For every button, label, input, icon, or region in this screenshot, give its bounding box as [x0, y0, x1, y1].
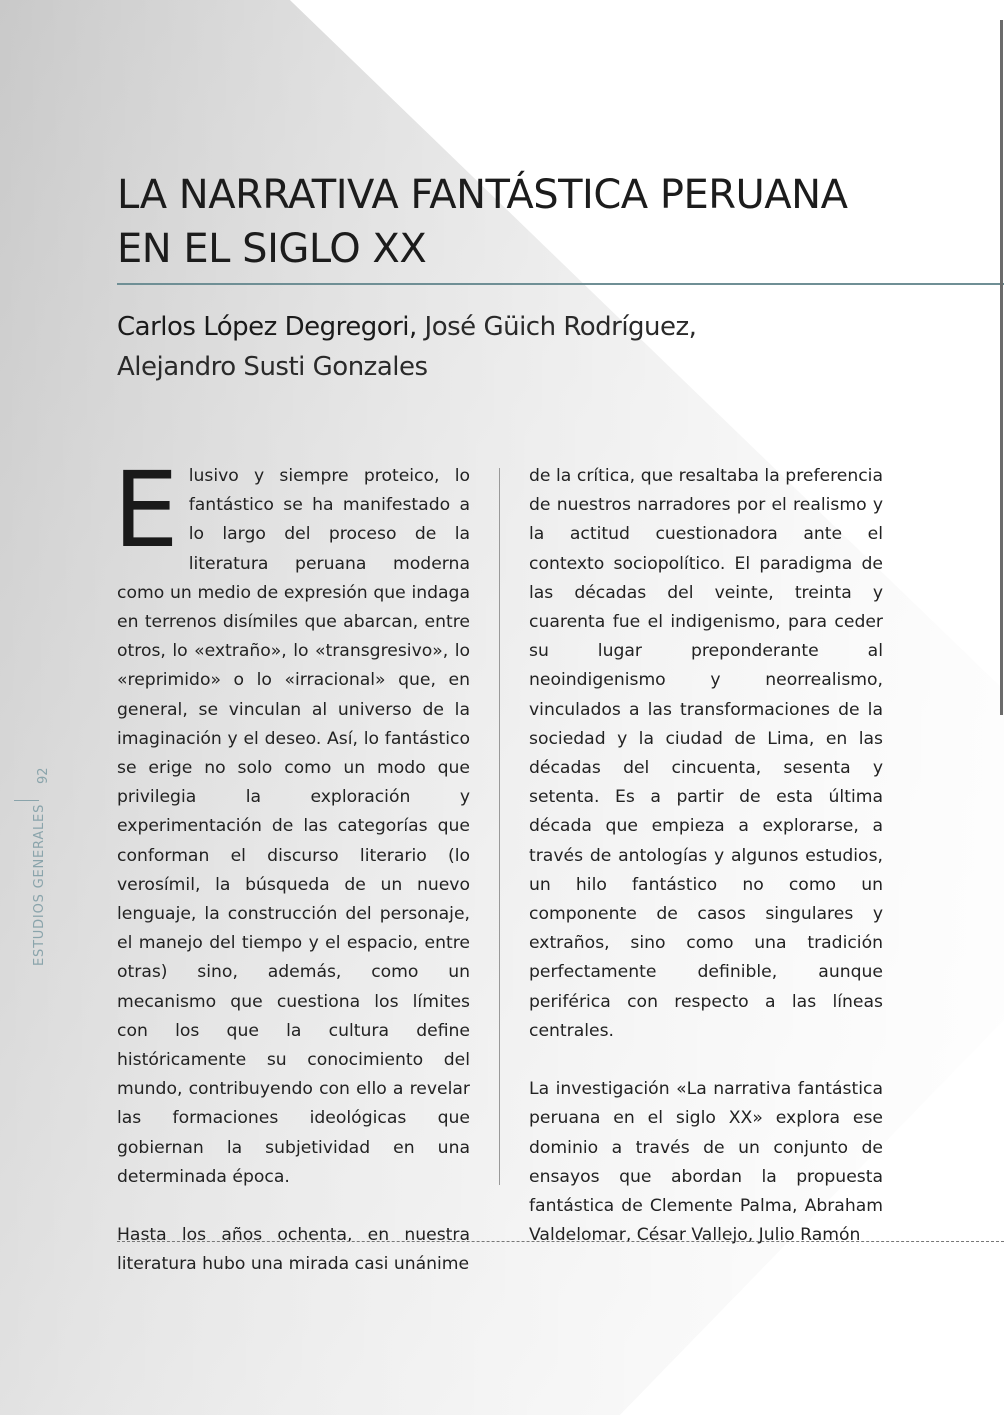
bottom-dashed-rule	[117, 1241, 1004, 1242]
co-author-line-2: Alejandro Susti Gonzales	[117, 352, 428, 382]
section-label: ESTUDIOS GENERALES	[32, 803, 47, 966]
drop-cap: E	[113, 449, 179, 571]
text-column-right	[529, 462, 883, 1250]
column-divider	[499, 468, 500, 1185]
margin-divider	[14, 800, 39, 801]
lead-author: Carlos López Degregori,	[117, 312, 417, 342]
right-edge-bar	[1000, 20, 1003, 715]
paragraph	[113, 449, 470, 1192]
title-line-2: EN EL SIGLO XX	[117, 226, 427, 272]
paragraph: La investigación «La narrativa fantástica peruana en el siglo XX» explora ese dominio a través de un conjunto de ensayos que abordan la propuesta fantástica de Clemente Palma, Abraham Valdelomar, César Vallejo, Julio Ramón	[529, 1079, 883, 1246]
paragraph: Hasta los años ochenta, en nuestra literatura hubo una mirada casi unánime	[117, 1225, 470, 1275]
co-author: José Güich Rodríguez,	[416, 312, 697, 342]
authors	[117, 307, 917, 387]
title-rule	[117, 283, 1004, 285]
paragraph: de la crítica, que resaltaba la preferencia de nuestros narradores por el realismo y la actitud cuestionadora ante el contexto sociopolítico. El paradigma de las décadas del veinte, treinta y cuarenta fue el indigenismo, para ceder su lugar preponderante al neoindigenismo y neorrealismo, vinculados a las transformaciones de la sociedad y la ciudad de Lima, en las décadas del cincuenta, sesenta y setenta. Es a partir de esta última década que empieza a explorarse, a través de antologías y algunos estudios, un hilo fantástico no como un componente de casos singulares y extraños, sino como una tradición perfectamente definible, aunque periférica con respecto a las líneas centrales.	[529, 466, 883, 1041]
page-number: 92	[36, 767, 51, 784]
article-title	[117, 168, 977, 276]
title-line-1: LA NARRATIVA FANTÁSTICA PERUANA	[117, 172, 848, 218]
text-column-left	[113, 449, 470, 1280]
paragraph-text: lusivo y siempre proteico, lo fantástico se ha manifestado a lo largo del proceso de la literatura peruana moderna como un medio de expresión que indaga en terrenos disímiles que abarcan, entre otros, lo «extraño», lo «transgresivo», lo «reprimido» o lo «irracional» que, en general, se vinculan al universo de la imaginación y el deseo. Así, lo fantástico se erige no solo como un modo que privilegia la exploración y experimentación de las categorías que conforman el discurso literario (lo verosímil, la búsqueda de un nuevo lenguaje, la construcción del personaje, el manejo del tiempo y el espacio, entre otras) sino, además, como un mecanismo que cuestiona los límites con los que la cultura define históricamente su conocimiento del mundo, contribuyendo con ello a revelar las formaciones ideológicas que gobiernan la subjetividad en una determinada época.	[117, 466, 470, 1187]
